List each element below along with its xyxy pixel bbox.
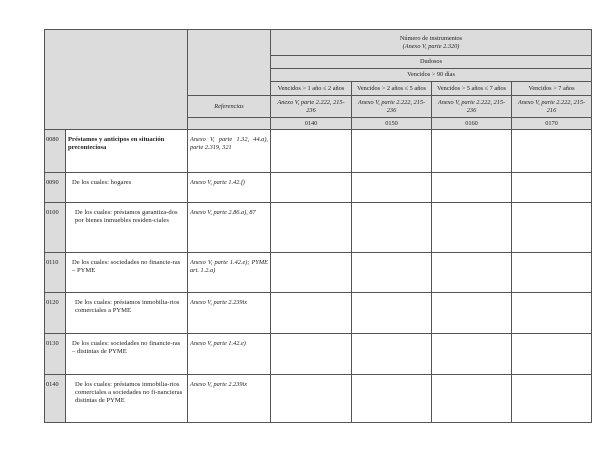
data-cell[interactable] xyxy=(352,334,432,375)
doubtful-header: Dudosos xyxy=(271,56,592,69)
data-cell[interactable] xyxy=(432,253,512,293)
row-label: De los cuales: préstamos inmobilia-rios comerciales a PYME xyxy=(66,293,188,334)
row-code: 0090 xyxy=(45,173,66,203)
table-row xyxy=(45,203,592,253)
row-code: 0130 xyxy=(45,334,66,375)
table-row xyxy=(45,253,592,293)
data-cell[interactable] xyxy=(432,130,512,173)
row-label: De los cuales: sociedades no financie-ras – PYME xyxy=(66,253,188,293)
row-code: 0110 xyxy=(45,253,66,293)
data-cell[interactable] xyxy=(352,203,432,253)
table-row xyxy=(45,334,592,375)
row-code: 0100 xyxy=(45,203,66,253)
row-ref: Anexo V, parte 1.32, 44.a), parte 2.319, 321 xyxy=(188,130,271,173)
table-row xyxy=(45,375,592,423)
data-cell[interactable] xyxy=(352,293,432,334)
row-ref: Anexo V, parte 1.42.e) xyxy=(188,334,271,375)
data-cell[interactable] xyxy=(271,173,352,203)
column-ref: Anexo V, parte 2.222, 215-216 xyxy=(512,96,592,118)
instruments-title: Número de instrumentos xyxy=(399,34,463,42)
references-label: Referencias xyxy=(188,96,271,118)
column-code: 0160 xyxy=(432,118,512,130)
data-cell[interactable] xyxy=(271,375,352,423)
row-ref: Anexo V, parte 2.239ix xyxy=(188,293,271,334)
data-cell[interactable] xyxy=(432,334,512,375)
row-label: De los cuales: préstamos garantiza-dos por bienes inmuebles residen-ciales xyxy=(66,203,188,253)
row-label: Préstamos y anticipos en situación preconteciosa xyxy=(66,130,188,173)
data-cell[interactable] xyxy=(512,130,592,173)
data-cell[interactable] xyxy=(271,130,352,173)
row-ref: Anexo V, parte 2.86.a), 87 xyxy=(188,203,271,253)
row-ref: Anexo V, parte 1.42.f) xyxy=(188,173,271,203)
data-cell[interactable] xyxy=(352,130,432,173)
corner-cell xyxy=(45,30,188,130)
corner-cell-ref xyxy=(188,30,271,96)
data-cell[interactable] xyxy=(432,203,512,253)
row-ref: Anexo V, parte 2.239ix xyxy=(188,375,271,423)
data-cell[interactable] xyxy=(512,253,592,293)
regulatory-table xyxy=(44,29,592,423)
column-ref: Anexo V, parte 2.222, 215-236 xyxy=(432,96,512,118)
row-code: 0140 xyxy=(45,375,66,423)
data-cell[interactable] xyxy=(432,293,512,334)
code-row-ref-blank xyxy=(188,118,271,130)
column-label: Vencidos > 1 año ≤ 2 años xyxy=(271,82,352,96)
data-cell[interactable] xyxy=(271,253,352,293)
row-label: De los cuales: hogares xyxy=(66,173,188,203)
data-cell[interactable] xyxy=(352,375,432,423)
data-cell[interactable] xyxy=(432,375,512,423)
data-cell[interactable] xyxy=(512,203,592,253)
row-label: De los cuales: préstamos inmobilia-rios comerciales a sociedades no fi-nancieras distintas de PYME xyxy=(66,375,188,423)
column-code: 0170 xyxy=(512,118,592,130)
data-cell[interactable] xyxy=(271,203,352,253)
column-ref: Anexo V, parte 2.222, 215-236 xyxy=(271,96,352,118)
column-code: 0150 xyxy=(352,118,432,130)
row-label: De los cuales: sociedades no financie-ras – distintas de PYME xyxy=(66,334,188,375)
data-cell[interactable] xyxy=(352,173,432,203)
data-cell[interactable] xyxy=(271,293,352,334)
instruments-header xyxy=(271,30,592,56)
row-code: 0120 xyxy=(45,293,66,334)
column-code: 0140 xyxy=(271,118,352,130)
table-row xyxy=(45,130,592,173)
instruments-title-ref: (Anexo V, parte 2.320) xyxy=(402,42,460,50)
overdue-header: Vencidos > 90 días xyxy=(271,69,592,82)
data-cell[interactable] xyxy=(352,253,432,293)
data-cell[interactable] xyxy=(512,375,592,423)
table-row xyxy=(45,173,592,203)
data-cell[interactable] xyxy=(512,334,592,375)
column-label: Vencidos > 2 años ≤ 5 años xyxy=(352,82,432,96)
column-label: Vencidos > 7 años xyxy=(512,82,592,96)
data-cell[interactable] xyxy=(271,334,352,375)
data-cell[interactable] xyxy=(512,173,592,203)
table-row xyxy=(45,293,592,334)
row-code: 0080 xyxy=(45,130,66,173)
row-ref: Anexo V, parte 1.42.e); PYME art. 1.2.a) xyxy=(188,253,271,293)
data-cell[interactable] xyxy=(432,173,512,203)
column-ref: Anexo V, parte 2.222, 215-236 xyxy=(352,96,432,118)
data-cell[interactable] xyxy=(512,293,592,334)
column-label: Vencidos > 5 años ≤ 7 años xyxy=(432,82,512,96)
